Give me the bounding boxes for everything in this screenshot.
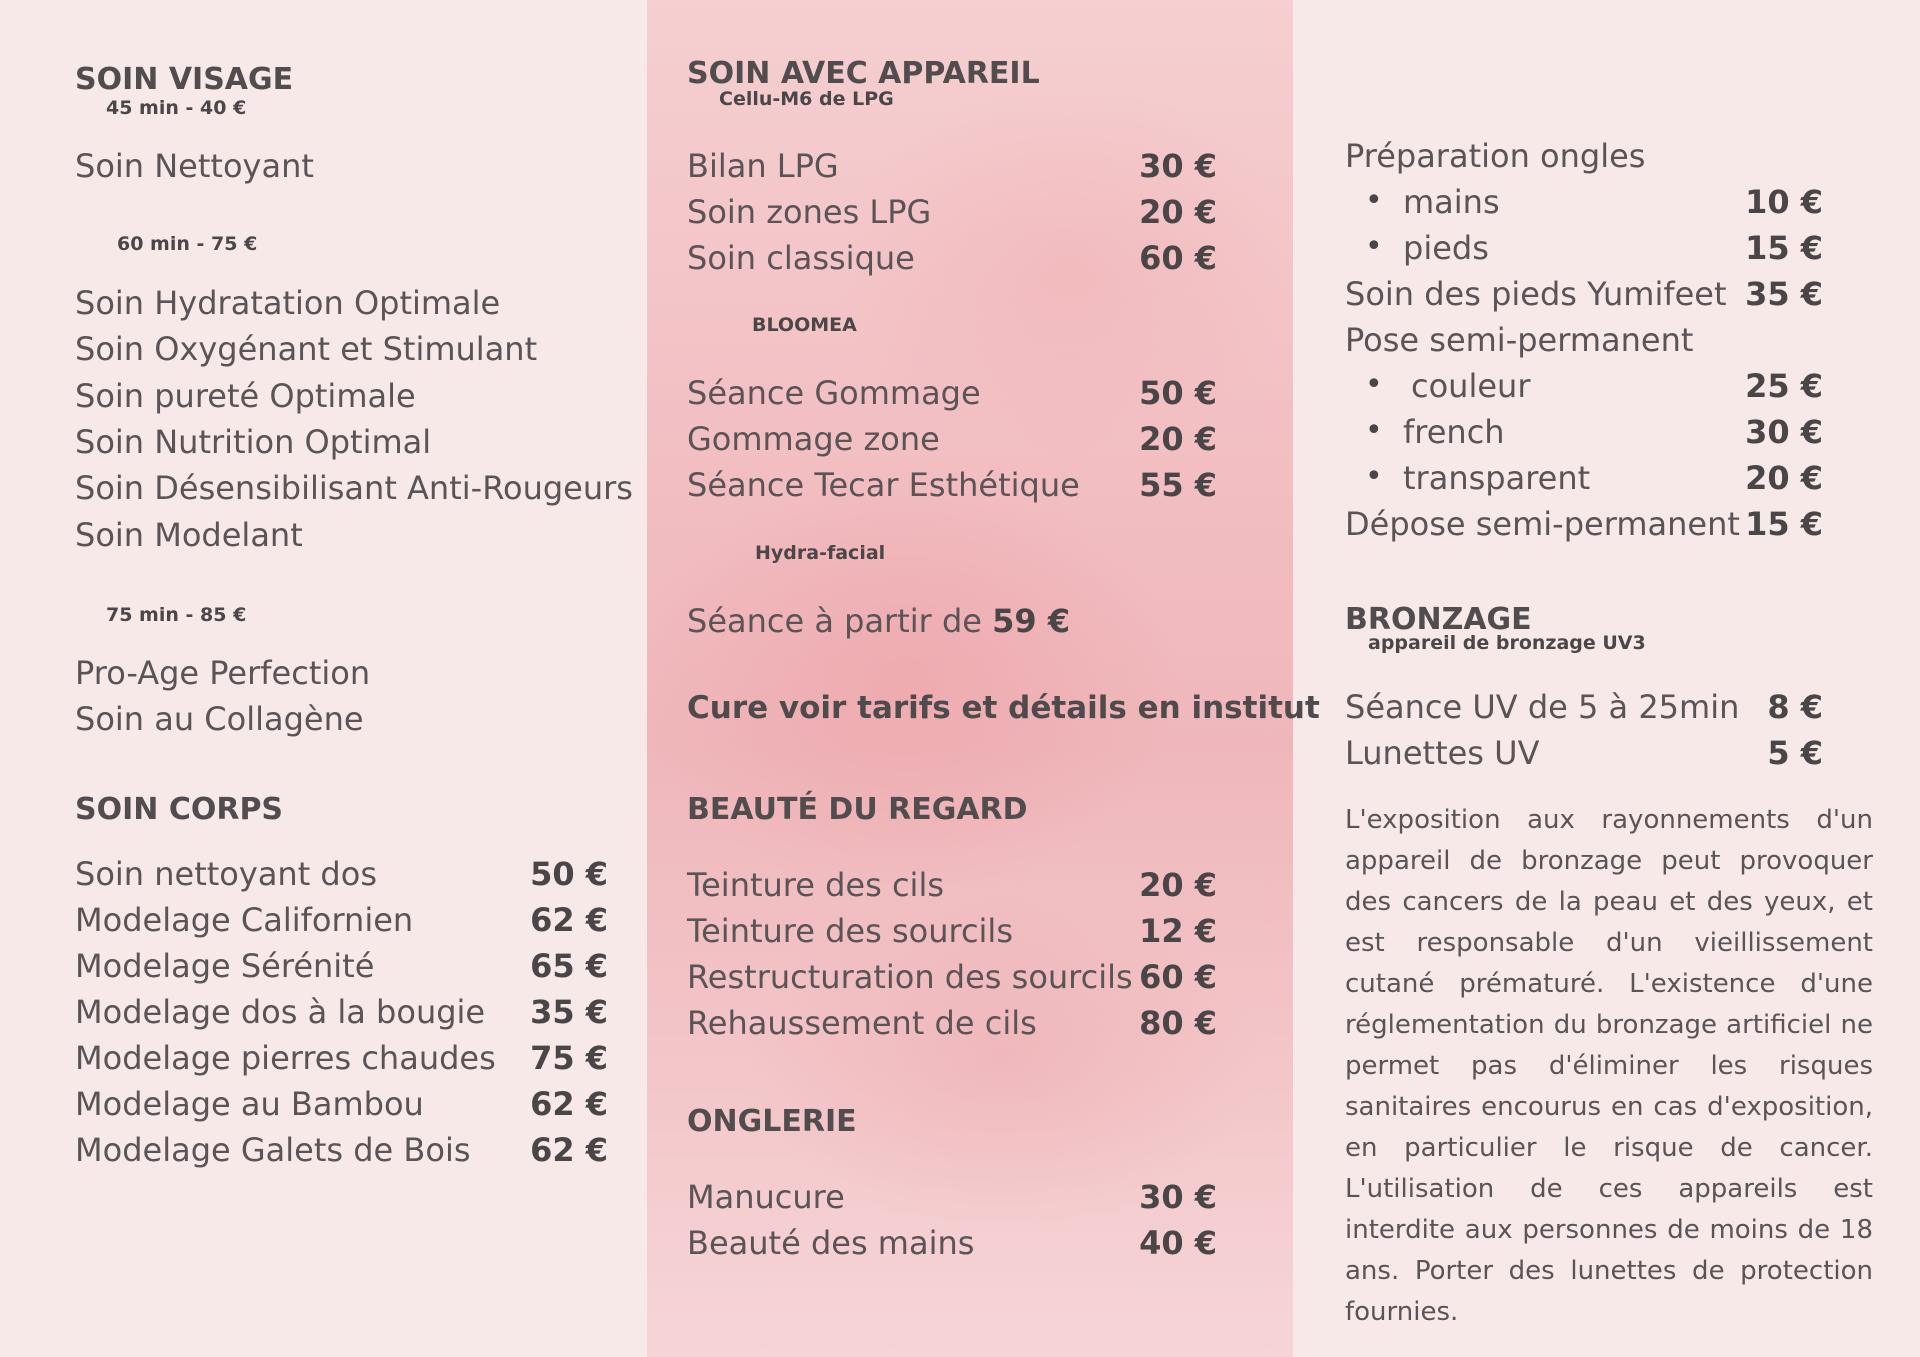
regard-item-price: 12 € bbox=[1139, 912, 1217, 950]
bronzage-item-price: 8 € bbox=[1767, 688, 1823, 726]
bronzage-notice: L'exposition aux rayonnements d'un appareil de bronzage peut provoquer des cancers de la peau et des yeux, et est responsable d'un vieillissement cutané prématuré. L'existence d'une réglementation du bronzage artificiel ne permet pas d'éliminer les risques sanitaires encourus en cas d'exposition, en particulier le risque de cancer. L'utilisation de ces appareils est interdite aux personnes de moins de 18 ans. Porter des lunettes de protection fournies. bbox=[1345, 805, 1873, 1327]
bronzage-item-name: Séance UV de 5 à 25min bbox=[1345, 688, 1740, 726]
soin-corps-item-name: Modelage au Bambou bbox=[75, 1085, 424, 1123]
soin-corps-item-price: 50 € bbox=[530, 855, 608, 893]
soin-nutrition: Soin Nutrition Optimal bbox=[75, 423, 432, 461]
french-name: french bbox=[1403, 413, 1505, 451]
bloomea-item-price: 55 € bbox=[1139, 466, 1217, 504]
beaute-regard-title: BEAUTÉ DU REGARD bbox=[687, 792, 1028, 827]
mains-price: 10 € bbox=[1745, 183, 1823, 221]
pose-semi-permanent: Pose semi-permanent bbox=[1345, 321, 1694, 359]
preparation-ongles: Préparation ongles bbox=[1345, 137, 1646, 175]
bloomea-item-name: Gommage zone bbox=[687, 420, 940, 458]
soin-oxygenant: Soin Oxygénant et Stimulant bbox=[75, 330, 538, 368]
depose-name: Dépose semi-permanent bbox=[1345, 505, 1740, 543]
lpg-item-name: Bilan LPG bbox=[687, 147, 839, 185]
column-left bbox=[0, 0, 647, 1357]
soin-corps-item-name: Modelage dos à la bougie bbox=[75, 993, 486, 1031]
soin-appareil-title: SOIN AVEC APPAREIL bbox=[687, 56, 1040, 91]
soin-corps-item-price: 65 € bbox=[530, 947, 608, 985]
soin-desensibilisant: Soin Désensibilisant Anti-Rougeurs bbox=[75, 469, 633, 507]
soin-corps-item-name: Modelage Californien bbox=[75, 901, 414, 939]
soin-appareil-subtitle: Cellu-M6 de LPG bbox=[719, 88, 894, 110]
pro-age-perfection: Pro-Age Perfection bbox=[75, 654, 371, 692]
soin-corps-item-name: Soin nettoyant dos bbox=[75, 855, 377, 893]
bloomea-item-name: Séance Tecar Esthétique bbox=[687, 466, 1080, 504]
mains-name: mains bbox=[1403, 183, 1500, 221]
lpg-item-price: 20 € bbox=[1139, 193, 1217, 231]
regard-item-name: Teinture des sourcils bbox=[687, 912, 1013, 950]
soin-hydratation: Soin Hydratation Optimale bbox=[75, 284, 501, 322]
bronzage-subtitle: appareil de bronzage UV3 bbox=[1368, 632, 1646, 654]
french-price: 30 € bbox=[1745, 413, 1823, 451]
onglerie-item-price: 30 € bbox=[1139, 1178, 1217, 1216]
soin-modelant: Soin Modelant bbox=[75, 516, 303, 554]
soin-corps-item-price: 62 € bbox=[530, 901, 608, 939]
bronzage-item-price: 5 € bbox=[1767, 734, 1823, 772]
soin-corps-item-name: Modelage Galets de Bois bbox=[75, 1131, 471, 1169]
bullet-icon: • bbox=[1365, 459, 1383, 494]
yumifeet-price: 35 € bbox=[1745, 275, 1823, 313]
regard-item-price: 20 € bbox=[1139, 866, 1217, 904]
bronzage-item-name: Lunettes UV bbox=[1345, 734, 1540, 772]
bloomea-item-name: Séance Gommage bbox=[687, 374, 981, 412]
bullet-icon: • bbox=[1365, 229, 1383, 264]
soin-visage-60min-label: 60 min - 75 € bbox=[117, 233, 258, 255]
regard-item-name: Teinture des cils bbox=[687, 866, 944, 904]
transparent-price: 20 € bbox=[1745, 459, 1823, 497]
onglerie-item-price: 40 € bbox=[1139, 1224, 1217, 1262]
hydra-facial-text: Séance à partir de bbox=[687, 602, 993, 640]
pieds-price: 15 € bbox=[1745, 229, 1823, 267]
soin-nettoyant: Soin Nettoyant bbox=[75, 147, 314, 185]
couleur-name: couleur bbox=[1411, 367, 1531, 405]
soin-collagene: Soin au Collagène bbox=[75, 700, 364, 738]
soin-corps-item-name: Modelage Sérénité bbox=[75, 947, 375, 985]
bloomea-label: BLOOMEA bbox=[752, 314, 857, 336]
onglerie-title: ONGLERIE bbox=[687, 1104, 857, 1139]
soin-corps-item-price: 35 € bbox=[530, 993, 608, 1031]
column-middle bbox=[647, 0, 1320, 1357]
soin-corps-item-price: 75 € bbox=[530, 1039, 608, 1077]
bloomea-item-price: 20 € bbox=[1139, 420, 1217, 458]
bullet-icon: • bbox=[1365, 367, 1383, 402]
lpg-item-price: 60 € bbox=[1139, 239, 1217, 277]
lpg-item-name: Soin zones LPG bbox=[687, 193, 932, 231]
hydra-facial-line bbox=[687, 602, 1070, 640]
transparent-name: transparent bbox=[1403, 459, 1591, 497]
regard-item-name: Rehaussement de cils bbox=[687, 1004, 1037, 1042]
lpg-item-name: Soin classique bbox=[687, 239, 915, 277]
hydra-facial-label: Hydra-facial bbox=[755, 542, 886, 564]
soin-visage-title: SOIN VISAGE bbox=[75, 62, 294, 97]
bronzage-title: BRONZAGE bbox=[1345, 602, 1532, 637]
bloomea-item-price: 50 € bbox=[1139, 374, 1217, 412]
couleur-price: 25 € bbox=[1745, 367, 1823, 405]
yumifeet-name: Soin des pieds Yumifeet bbox=[1345, 275, 1727, 313]
pieds-name: pieds bbox=[1403, 229, 1489, 267]
hydra-facial-price: 59 € bbox=[992, 602, 1071, 640]
cure-text: Cure voir tarifs et détails en institut bbox=[687, 690, 1320, 726]
soin-corps-item-price: 62 € bbox=[530, 1085, 608, 1123]
soin-visage-45min-label: 45 min - 40 € bbox=[106, 97, 247, 119]
soin-visage-75min-label: 75 min - 85 € bbox=[106, 604, 247, 626]
soin-corps-item-name: Modelage pierres chaudes bbox=[75, 1039, 496, 1077]
regard-item-price: 80 € bbox=[1139, 1004, 1217, 1042]
soin-corps-title: SOIN CORPS bbox=[75, 792, 284, 827]
bullet-icon: • bbox=[1365, 413, 1383, 448]
bullet-icon: • bbox=[1365, 183, 1383, 218]
soin-corps-item-price: 62 € bbox=[530, 1131, 608, 1169]
onglerie-item-name: Beauté des mains bbox=[687, 1224, 975, 1262]
depose-price: 15 € bbox=[1745, 505, 1823, 543]
soin-purete: Soin pureté Optimale bbox=[75, 377, 416, 415]
lpg-item-price: 30 € bbox=[1139, 147, 1217, 185]
regard-item-name: Restructuration des sourcils bbox=[687, 958, 1133, 996]
regard-item-price: 60 € bbox=[1139, 958, 1217, 996]
column-right bbox=[1293, 0, 1920, 1357]
onglerie-item-name: Manucure bbox=[687, 1178, 845, 1216]
